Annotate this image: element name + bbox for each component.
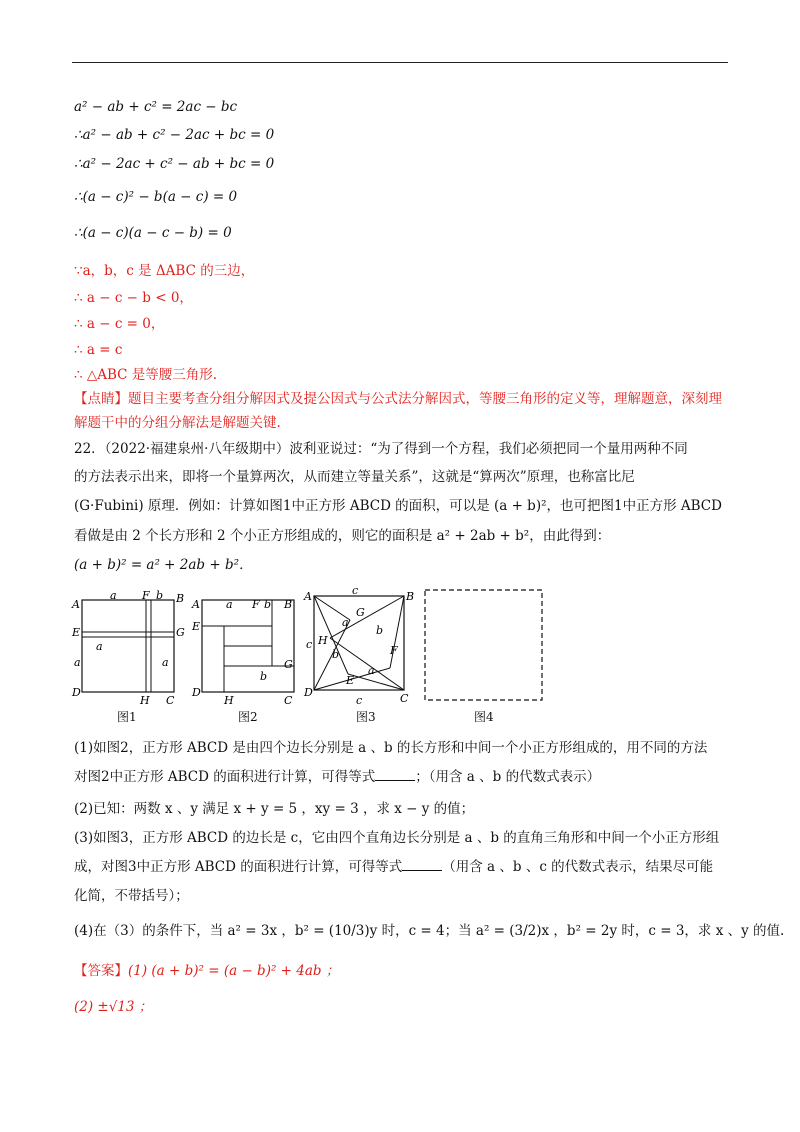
red-step-1: ∵a，b，c 是 ΔABC 的三边， xyxy=(74,263,255,279)
comment-label: 【点睛】 xyxy=(74,391,128,407)
red-step-2: ∴ a − c − b < 0， xyxy=(74,290,193,306)
fig2-label-B: B xyxy=(284,598,293,611)
question-2: (2)已知：两数 x 、y 满足 x + y = 5 ，xy = 3 ，求 x − y 的值； xyxy=(74,801,475,817)
step-1: a² − ab + c² = 2ac − bc xyxy=(74,99,238,115)
question-1-text-post: ；（用含 a 、b 的代数式表示） xyxy=(415,769,601,785)
step-2: ∴a² − ab + c² − 2ac + bc = 0 xyxy=(74,127,275,143)
figure-1 xyxy=(70,588,190,708)
red-step-5: ∴ △ABC 是等腰三角形. xyxy=(74,367,218,383)
fig2-label-E: E xyxy=(192,620,201,633)
fig3-label-A: A xyxy=(304,590,312,603)
fig2-label-C: C xyxy=(284,694,293,707)
fig3-label-D: D xyxy=(304,686,313,699)
fig1-label-H: H xyxy=(140,694,150,707)
fig1-seg-a2: a xyxy=(96,640,103,653)
figure-3 xyxy=(302,588,424,710)
fig3-seg-c2: c xyxy=(306,638,313,651)
red-step-3: ∴ a − c = 0， xyxy=(74,316,165,332)
fig1-seg-a4: a xyxy=(162,656,169,669)
figure-4 xyxy=(418,588,548,704)
fig2-label-G: G xyxy=(284,658,293,671)
fig1-label-B: B xyxy=(176,592,185,605)
fig3-seg-b1: b xyxy=(332,648,340,661)
fig3-seg-a1: a xyxy=(342,616,349,629)
comment-text: 题目主要考查分组分解因式及提公因式与公式法分解因式，等腰三角形的定义等，理解题意，深刻理解题干中的分组分解法是解题关键. xyxy=(74,391,722,431)
fig2-label-D: D xyxy=(192,686,201,699)
fig2-seg-b1: b xyxy=(264,598,272,611)
header-rule xyxy=(72,62,728,63)
answer-label: 【答案】 xyxy=(74,963,128,979)
fig1-label-F: F xyxy=(142,589,150,602)
answer-1: (1) (a + b)² = (a − b)² + 4ab ； xyxy=(128,963,340,979)
fig2-label-F: F xyxy=(252,598,260,611)
question-1-text-pre: 对图2中正方形 ABCD 的面积进行计算，可得等式 xyxy=(74,769,376,785)
question-1-line-1: (1)如图2，正方形 ABCD 是由四个边长分别是 a 、b 的长方形和中间一个小正方形组成的，用不同的方法 xyxy=(74,740,708,756)
fig2-label-H: H xyxy=(224,694,234,707)
caption-fig1: 图1 xyxy=(117,710,137,724)
fig1-seg-a1: a xyxy=(110,589,117,602)
answer-blank-3 xyxy=(402,870,442,871)
fig1-label-E: E xyxy=(72,626,81,639)
question-3-line-3: 化简，不带括号）； xyxy=(74,888,189,904)
fig2-label-A: A xyxy=(192,598,200,611)
fig1-label-C: C xyxy=(166,694,175,707)
fig3-label-C: C xyxy=(400,692,409,705)
problem-line-1: 22．（2022·福建泉州·八年级期中）波利亚说过：“为了得到一个方程，我们必须把同一个量用两种不同 xyxy=(74,441,688,457)
fig3-label-G: G xyxy=(356,606,365,619)
comment-block xyxy=(74,387,729,435)
fig3-seg-b2: b xyxy=(376,624,384,637)
problem-line-3: (G·Fubini) 原理．例如：计算如图1中正方形 ABCD 的面积，可以是 (a + b)²，也可把图1中正方形 ABCD xyxy=(74,498,722,514)
caption-fig2: 图2 xyxy=(238,710,258,724)
fig1-label-A: A xyxy=(72,598,80,611)
step-5: ∴(a − c)(a − c − b) = 0 xyxy=(74,225,232,241)
question-3-text-post: （用含 a 、b 、c 的代数式表示，结果尽可能 xyxy=(442,859,714,875)
caption-fig4: 图4 xyxy=(474,710,494,724)
answer-blank-1 xyxy=(375,780,415,781)
question-3-text-pre: 成，对图3中正方形 ABCD 的面积进行计算，可得等式 xyxy=(74,859,403,875)
answer-line-1 xyxy=(74,962,339,980)
answer-2: (2) ±√13 ； xyxy=(74,999,153,1015)
fig1-label-D: D xyxy=(72,686,81,699)
fig3-seg-c3: c xyxy=(356,694,363,707)
fig3-seg-c1: c xyxy=(352,588,359,597)
red-step-4: ∴ a = c xyxy=(74,342,123,358)
question-1-line-2 xyxy=(74,768,600,786)
fig1-seg-b1: b xyxy=(156,589,164,602)
fig2-seg-a1: a xyxy=(226,598,233,611)
fig3-label-E: E xyxy=(346,674,355,687)
question-4: (4)在（3）的条件下，当 a² = 3x ，b² = (10/3)y 时，c = 4；当 a² = (3/2)x ，b² = 2y 时，c = 3，求 x 、y 的值. xyxy=(74,923,785,939)
fig1-label-G: G xyxy=(176,626,185,639)
fig2-seg-b2: b xyxy=(260,670,268,683)
problem-line-2: 的方法表示出来，即将一个量算两次，从而建立等量关系”，这就是“算两次”原理，也称富比尼 xyxy=(74,469,635,485)
question-3-line-2 xyxy=(74,858,713,876)
step-4: ∴(a − c)² − b(a − c) = 0 xyxy=(74,189,238,205)
fig3-seg-a2: a xyxy=(368,664,375,677)
problem-line-5: (a + b)² = a² + 2ab + b²． xyxy=(74,557,253,573)
step-3: ∴a² − 2ac + c² − ab + bc = 0 xyxy=(74,156,275,172)
fig3-label-H: H xyxy=(318,634,328,647)
caption-fig3: 图3 xyxy=(356,710,376,724)
fig1-seg-a3: a xyxy=(74,656,81,669)
question-3-line-1: (3)如图3，正方形 ABCD 的边长是 c，它由四个直角边长分别是 a 、b 的直角三角形和中间一个小正方形组 xyxy=(74,830,720,846)
problem-line-4: 看做是由 2 个长方形和 2 个小正方形组成的，则它的面积是 a² + 2ab + b²，由此得到： xyxy=(74,528,611,544)
fig3-label-B: B xyxy=(406,590,415,603)
figure-2 xyxy=(188,588,308,708)
fig3-label-F: F xyxy=(390,644,398,657)
